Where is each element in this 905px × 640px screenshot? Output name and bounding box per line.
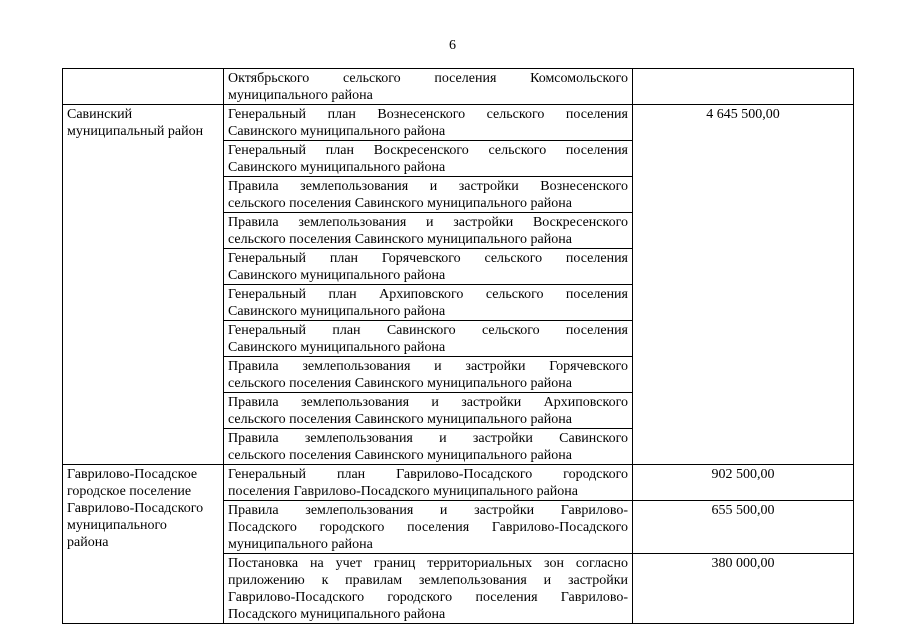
- document-cell: [224, 429, 633, 465]
- district-name-line: Гаврилово-Посадского: [67, 501, 204, 516]
- document-line: Правила землепользования и застройки Архиповского: [228, 395, 628, 410]
- document-line: Правила землепользования и застройки Гаврилово-: [228, 503, 628, 518]
- amount-cell: [633, 69, 854, 105]
- document-line: Савинского муниципального района: [228, 124, 446, 139]
- document-line: Правила землепользования и застройки Воскресенского: [228, 215, 628, 230]
- table-row: [63, 105, 854, 141]
- document-line: Посадского муниципального района: [228, 607, 446, 622]
- document-line: Савинского муниципального района: [228, 160, 446, 175]
- document-cell: [224, 249, 633, 285]
- document-cell: [224, 141, 633, 177]
- page-number: 6: [449, 38, 456, 53]
- document-cell: [224, 554, 633, 624]
- district-cell: [63, 465, 224, 624]
- document-line: Генеральный план Архиповского сельского поселения: [228, 287, 628, 302]
- document-line: поселения Гаврилово-Посадского муниципального района: [228, 484, 578, 499]
- document-line: Генеральный план Савинского сельского поселения: [228, 323, 628, 338]
- document-line: Октябрьского сельского поселения Комсомольского: [228, 71, 628, 86]
- document-line: муниципального района: [228, 88, 373, 103]
- document-cell: [224, 357, 633, 393]
- document-cell: [224, 69, 633, 105]
- document-line: сельского поселения Савинского муниципального района: [228, 232, 572, 247]
- amount-cell: 902 500,00: [633, 465, 854, 501]
- document-line: Савинского муниципального района: [228, 268, 446, 283]
- amount-cell: 655 500,00: [633, 501, 854, 554]
- document-line: сельского поселения Савинского муниципального района: [228, 376, 572, 391]
- document-line: сельского поселения Савинского муниципального района: [228, 412, 572, 427]
- document-line: Генеральный план Вознесенского сельского поселения: [228, 107, 628, 122]
- amount-cell: 380 000,00: [633, 554, 854, 624]
- document-cell: [224, 213, 633, 249]
- district-name-line: муниципального: [67, 518, 167, 533]
- document-line: Постановка на учет границ территориальных зон согласно: [228, 556, 628, 571]
- document-line: Генеральный план Горячевского сельского поселения: [228, 251, 628, 266]
- document-cell: [224, 465, 633, 501]
- amount-cell: 4 645 500,00: [633, 105, 854, 465]
- data-table: [62, 68, 854, 624]
- document-line: сельского поселения Савинского муниципального района: [228, 448, 572, 463]
- district-cell: [63, 105, 224, 465]
- document-line: Савинского муниципального района: [228, 340, 446, 355]
- table-row: [63, 69, 854, 105]
- document-line: Генеральный план Воскресенского сельского поселения: [228, 143, 628, 158]
- document-cell: [224, 321, 633, 357]
- document-line: муниципального района: [228, 537, 373, 552]
- document-cell: [224, 501, 633, 554]
- document-line: приложению к правилам землепользования и застройки: [228, 573, 628, 588]
- document-line: Гаврилово-Посадского городского поселения Гаврилово-: [228, 590, 628, 605]
- document-line: Генеральный план Гаврилово-Посадского городского: [228, 467, 628, 482]
- table-row: [63, 465, 854, 501]
- document-line: сельского поселения Савинского муниципального района: [228, 196, 572, 211]
- document-cell: [224, 177, 633, 213]
- district-name-line: муниципальный район: [67, 124, 204, 139]
- document-cell: [224, 393, 633, 429]
- district-cell: [63, 69, 224, 105]
- document-line: Правила землепользования и застройки Горячевского: [228, 359, 628, 374]
- document-line: Посадского городского поселения Гаврилово-Посадского: [228, 520, 628, 535]
- document-line: Правила землепользования и застройки Савинского: [228, 431, 628, 446]
- document-cell: [224, 105, 633, 141]
- document-line: Правила землепользования и застройки Вознесенского: [228, 179, 628, 194]
- district-name-line: городское поселение: [67, 484, 192, 499]
- document-cell: [224, 285, 633, 321]
- document-line: Савинского муниципального района: [228, 304, 446, 319]
- district-name-line: района: [67, 535, 109, 550]
- district-name-line: Гаврилово-Посадское: [67, 467, 198, 482]
- district-name-line: Савинский: [67, 107, 133, 122]
